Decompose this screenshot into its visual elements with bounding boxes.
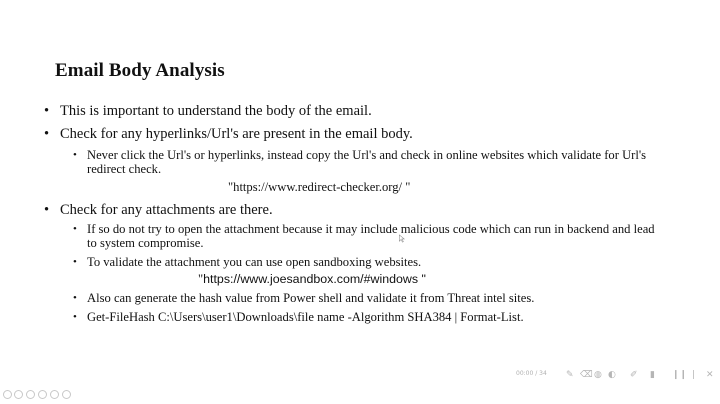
sub-bullet-text: To validate the attachment you can use open sandboxing websites. — [87, 255, 422, 269]
slides-icon[interactable] — [38, 390, 47, 399]
sub-bullet-text: Get-FileHash C:\Users\user1\Downloads\file name -Algorithm SHA384 | Format-List. — [87, 310, 524, 324]
bullet-dot: • — [44, 103, 50, 119]
pen-icon[interactable]: ✎ — [566, 370, 574, 380]
pause-icon[interactable]: ❙❙ — [672, 370, 688, 380]
redirect-checker-url: "https://www.redirect-checker.org/ " — [228, 180, 411, 194]
pencil-icon[interactable]: ✐ — [630, 370, 638, 380]
url-text: https://www.joesandbox.com/#windows " — [203, 272, 426, 286]
sub-bullet-dot: • — [73, 292, 77, 304]
close-icon[interactable]: ✕ — [706, 370, 714, 380]
sub-bullet-text: Never click the Url's or hyperlinks, instead copy the Url's and check in online websites which validate for Url's redirect check. — [87, 148, 647, 176]
url-open-quote: " — [198, 272, 204, 286]
stop-icon[interactable]: | — [692, 370, 696, 380]
sub-bullet-text: If so do not try to open the attachment because it may include malicious code which can run in backend and lead to system compromise. — [87, 222, 655, 250]
recording-time: 00:00 / 34 — [516, 370, 547, 377]
microphone-icon[interactable]: ◍ — [594, 370, 602, 380]
bullet-text: This is important to understand the body of the email. — [60, 103, 372, 119]
sub-bullet-dot: • — [73, 149, 77, 161]
next-icon[interactable] — [14, 390, 23, 399]
bullet-text: Check for any hyperlinks/Url's are present in the email body. — [60, 126, 413, 142]
mouse-cursor-icon — [398, 234, 406, 243]
sub-bullet-dot: • — [73, 311, 77, 323]
pen-tool-icon[interactable] — [26, 390, 35, 399]
sub-bullet-dot: • — [73, 223, 77, 235]
slide-title: Email Body Analysis — [55, 60, 225, 81]
bullet-dot: • — [44, 202, 50, 218]
previous-icon[interactable] — [3, 390, 12, 399]
recording-toolbar — [510, 366, 720, 384]
zoom-icon[interactable] — [50, 390, 59, 399]
bullet-dot: • — [44, 126, 50, 142]
sub-bullet-text: Also can generate the hash value from Power shell and validate it from Threat intel sites. — [87, 291, 535, 305]
joesandbox-url — [198, 272, 426, 287]
more-icon[interactable] — [62, 390, 71, 399]
bullet-text: Check for any attachments are there. — [60, 202, 273, 218]
sub-bullet-dot: • — [73, 256, 77, 268]
camera-icon[interactable]: ◐ — [608, 370, 616, 380]
eraser-icon[interactable]: ⌫ — [580, 370, 593, 380]
highlighter-icon[interactable]: ▮ — [650, 370, 655, 380]
